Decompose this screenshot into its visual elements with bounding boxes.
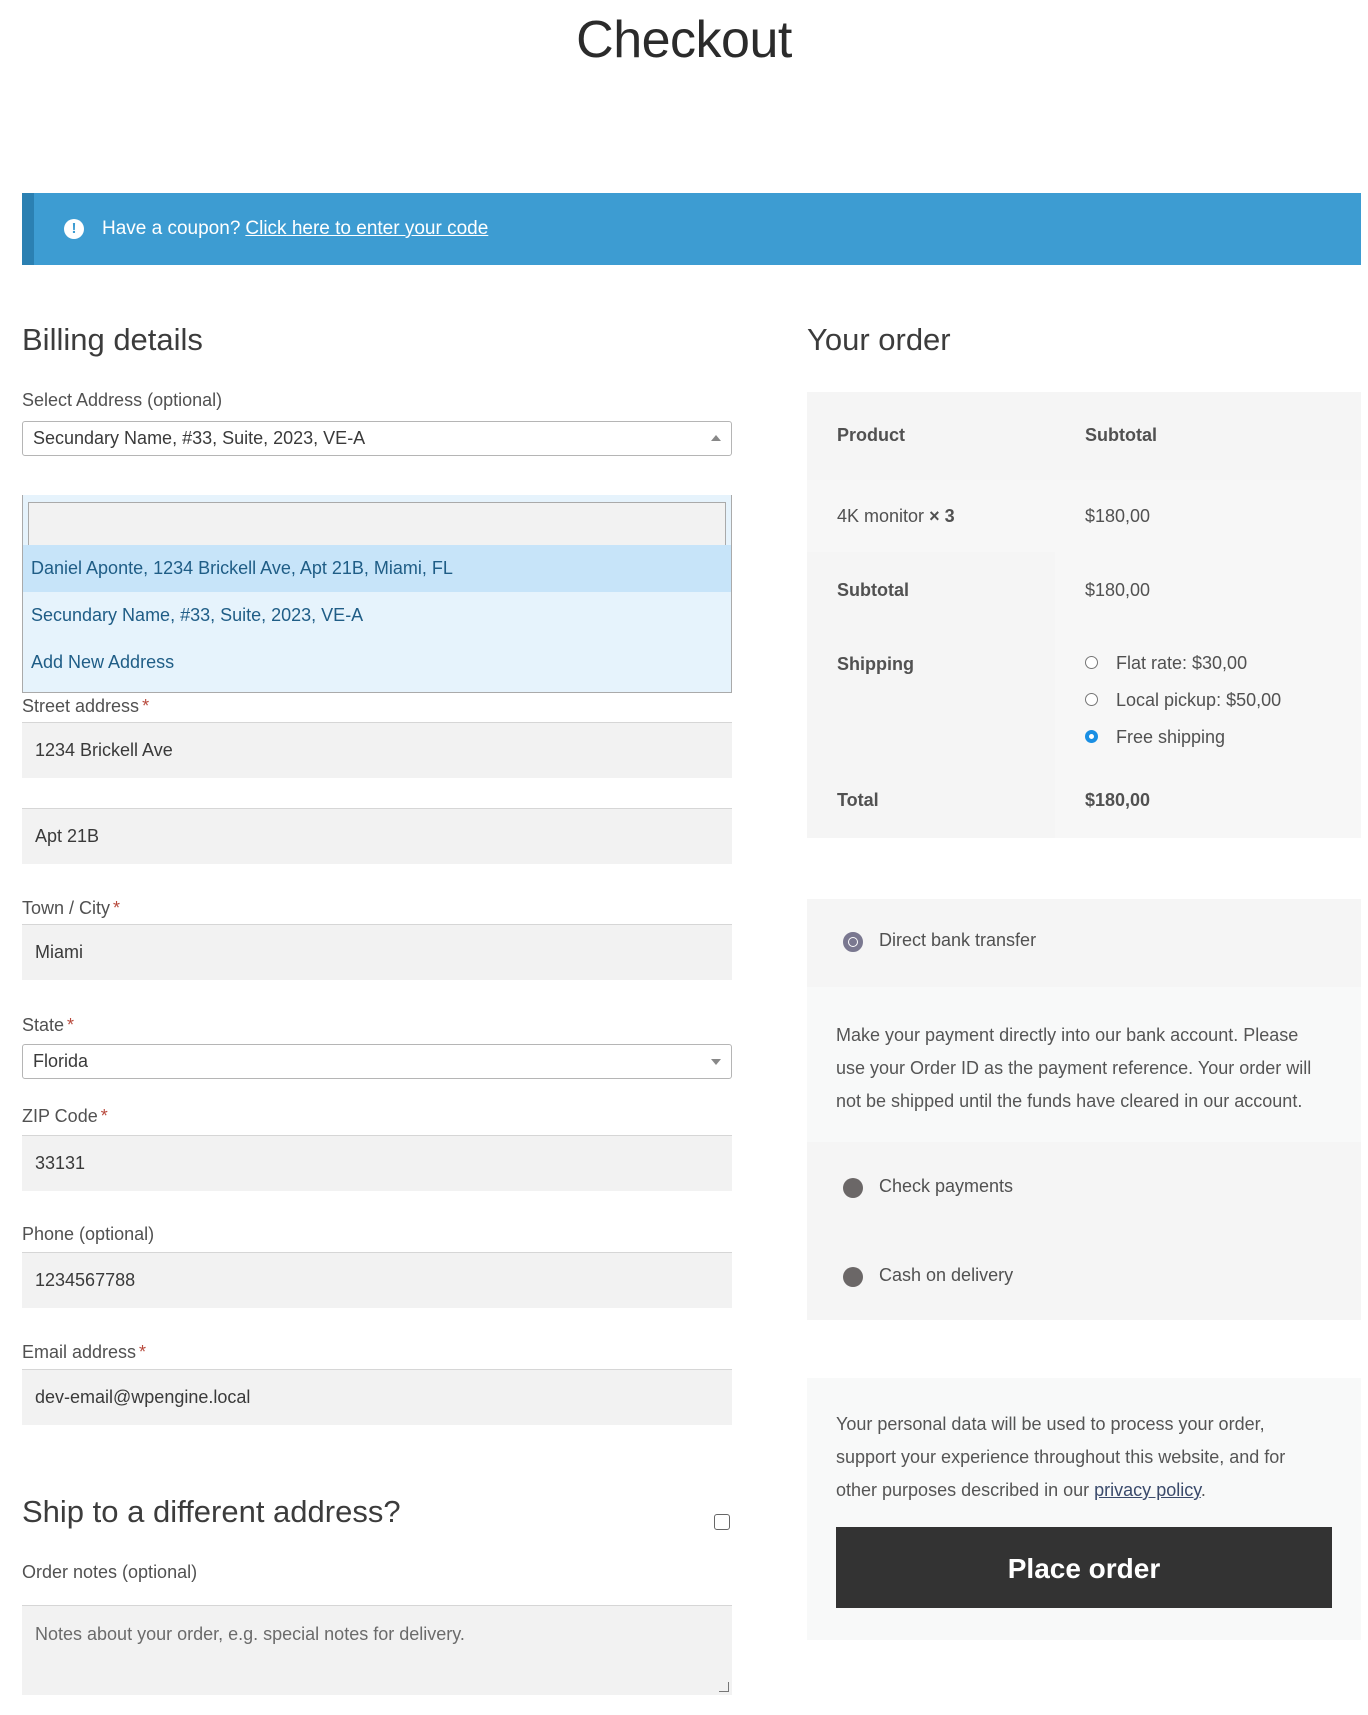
table-header-row xyxy=(807,392,1361,480)
chevron-down-icon xyxy=(711,1059,721,1065)
state-select[interactable] xyxy=(22,1044,732,1079)
payment-method-label: Cash on delivery xyxy=(879,1265,1014,1285)
phone-input[interactable]: 1234567788 xyxy=(22,1252,732,1308)
shipping-radio-pickup[interactable] xyxy=(1085,693,1098,706)
shipping-radio-flat[interactable] xyxy=(1085,656,1098,669)
payment-desc-line: Make your payment directly into our bank account. Please xyxy=(836,1025,1299,1045)
street-label: Street address * xyxy=(22,696,150,716)
place-order-button[interactable]: Place order xyxy=(836,1527,1332,1608)
payment-desc-line: use your Order ID as the payment reference. Your order will xyxy=(836,1058,1312,1078)
state-value: Florida xyxy=(33,1051,89,1071)
payment-other-methods xyxy=(807,1142,1361,1320)
col-product: Product xyxy=(837,425,906,445)
city-label: Town / City * xyxy=(22,898,121,918)
privacy-policy-link[interactable]: privacy policy xyxy=(1094,1480,1201,1500)
select-address-label: Select Address (optional) xyxy=(22,390,223,410)
col-subtotal: Subtotal xyxy=(1085,425,1157,445)
shipping-option-label: Flat rate: $30,00 xyxy=(1116,653,1248,673)
order-notes-textarea[interactable] xyxy=(22,1605,732,1695)
page-title: Checkout xyxy=(576,11,792,69)
item-subtotal: $180,00 xyxy=(1085,506,1151,526)
email-input[interactable]: dev-email@wpengine.local xyxy=(22,1369,732,1425)
privacy-line: Your personal data will be used to process your order, xyxy=(836,1414,1265,1434)
select-address-dropdown[interactable] xyxy=(22,421,732,456)
shipping-option-label: Free shipping xyxy=(1116,727,1226,747)
subtotal-label: Subtotal xyxy=(837,580,909,600)
coupon-notice xyxy=(22,193,1361,265)
order-notes-label: Order notes (optional) xyxy=(22,1562,198,1582)
resize-handle-icon[interactable] xyxy=(719,1682,729,1692)
payment-method-bank[interactable] xyxy=(807,899,1361,987)
payment-description xyxy=(807,987,1361,1142)
subtotal-value: $180,00 xyxy=(1085,580,1151,600)
address-search-input[interactable] xyxy=(28,502,726,546)
billing-heading: Billing details xyxy=(22,322,203,357)
radio-selected-icon xyxy=(843,932,863,952)
dropdown-option[interactable]: Secundary Name, #33, Suite, 2023, VE-A xyxy=(31,605,364,625)
coupon-prompt: Have a coupon? xyxy=(102,218,241,239)
street-address-input[interactable]: 1234 Brickell Ave xyxy=(22,722,732,778)
shipping-radio-free[interactable] xyxy=(1085,730,1098,743)
total-value: $180,00 xyxy=(1085,790,1151,810)
payment-method-cod[interactable] xyxy=(807,1231,1361,1320)
phone-label: Phone (optional) xyxy=(22,1224,155,1244)
zip-label: ZIP Code * xyxy=(22,1106,108,1126)
shipping-option-label: Local pickup: $50,00 xyxy=(1116,690,1282,710)
privacy-line-last: other purposes described in our privacy policy. xyxy=(836,1480,1206,1500)
payment-method-label: Direct bank transfer xyxy=(879,930,1037,950)
item-name: 4K monitor × 3 xyxy=(837,506,955,526)
state-label: State * xyxy=(22,1015,75,1035)
ship-different-heading: Ship to a different address? xyxy=(22,1494,401,1529)
ship-different-checkbox[interactable] xyxy=(714,1514,730,1530)
payment-method-label: Check payments xyxy=(879,1176,1014,1196)
item-qty: × 3 xyxy=(929,506,955,526)
radio-unselected-icon xyxy=(843,1267,863,1287)
email-label: Email address * xyxy=(22,1342,147,1362)
coupon-link[interactable]: Click here to enter your code xyxy=(245,218,489,239)
shipping-label: Shipping xyxy=(837,654,914,674)
totals-block xyxy=(807,552,1361,838)
select-address-value: Secundary Name, #33, Suite, 2023, VE-A xyxy=(33,428,366,448)
zip-input[interactable]: 33131 xyxy=(22,1135,732,1191)
payment-method-check[interactable] xyxy=(807,1142,1361,1231)
dropdown-option[interactable]: Daniel Aponte, 1234 Brickell Ave, Apt 21B, Miami, FL xyxy=(23,545,731,592)
payment-desc-line: not be shipped until the funds have cleared in our account. xyxy=(836,1091,1303,1111)
chevron-up-icon xyxy=(711,435,721,441)
address-dropdown-list xyxy=(22,495,732,693)
info-icon: ! xyxy=(64,219,84,239)
table-row xyxy=(807,480,1361,552)
dropdown-option[interactable]: Add New Address xyxy=(31,652,175,672)
city-input[interactable]: Miami xyxy=(22,924,732,980)
order-heading: Your order xyxy=(807,322,951,357)
total-label: Total xyxy=(837,790,879,810)
privacy-line: support your experience throughout this website, and for xyxy=(836,1447,1286,1467)
order-notes-placeholder: Notes about your order, e.g. special notes for delivery. xyxy=(35,1624,465,1644)
radio-unselected-icon xyxy=(843,1178,863,1198)
street-address-2-input[interactable]: Apt 21B xyxy=(22,808,732,864)
